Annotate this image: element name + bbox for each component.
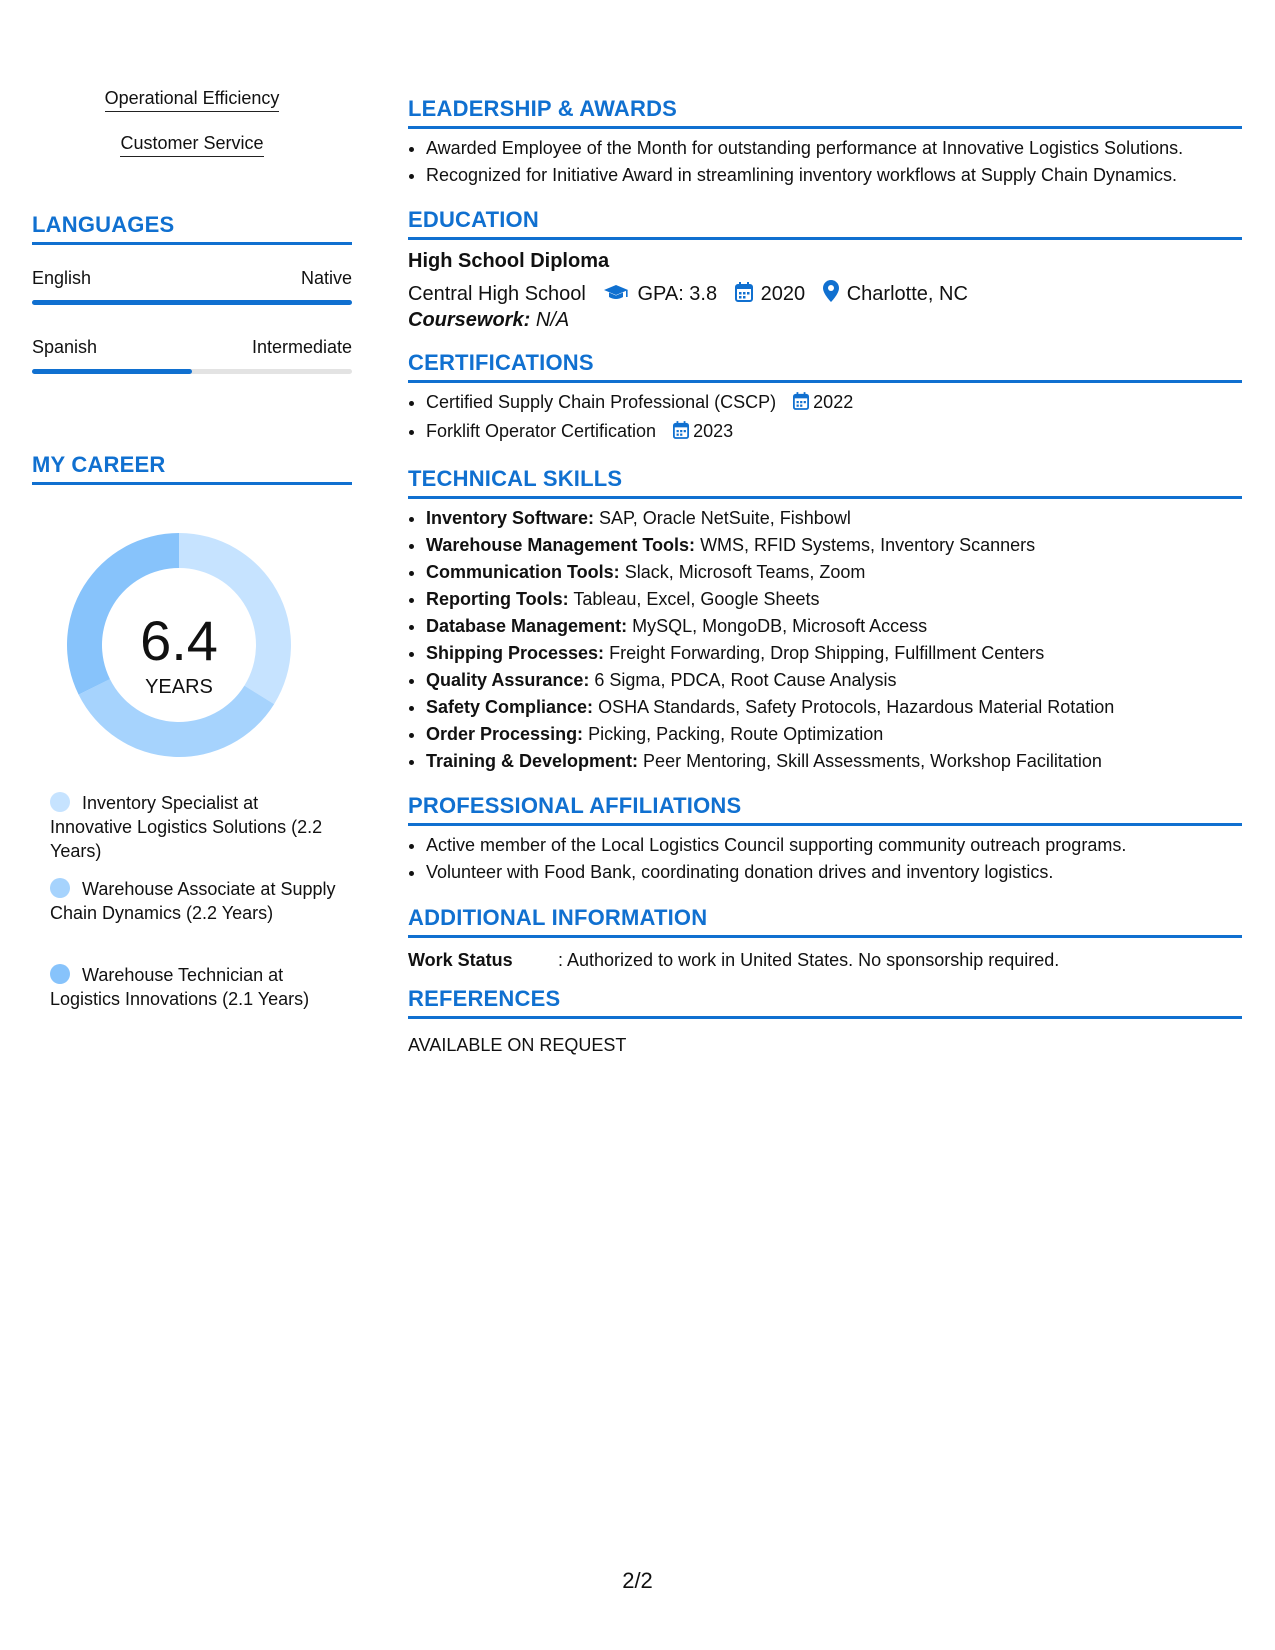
page-number: 2/2 xyxy=(622,1568,653,1593)
graduation-year: 2020 xyxy=(760,283,806,305)
work-status-row xyxy=(408,950,1059,971)
legend-dot xyxy=(50,792,70,812)
location-pin-icon xyxy=(823,280,839,308)
list-item: • Warehouse Management Tools: WMS, RFID Systems, Inventory Scanners xyxy=(426,532,1114,559)
certifications-list xyxy=(408,389,853,447)
list-item: • Inventory Software: SAP, Oracle NetSuite, Fishbowl xyxy=(426,505,1114,532)
school-location: Charlotte, NC xyxy=(846,283,968,305)
education-heading: EDUCATION xyxy=(408,207,539,232)
language-level: Native xyxy=(300,268,352,288)
language-bar-fill xyxy=(32,300,352,305)
language-name: Spanish xyxy=(32,337,98,357)
calendar-icon xyxy=(673,420,689,447)
calendar-icon xyxy=(793,391,809,418)
career-unit: YEARS xyxy=(145,676,213,698)
career-legend-item: Warehouse Associate at Supply Chain Dynamics (2.2 Years) xyxy=(50,879,336,923)
legend-dot xyxy=(50,878,70,898)
section-divider xyxy=(408,126,1242,129)
affiliations-list xyxy=(408,832,1126,886)
list-item: • Communication Tools: Slack, Microsoft Teams, Zoom xyxy=(426,559,1114,586)
leadership-heading: LEADERSHIP & AWARDS xyxy=(408,96,678,121)
list-item: • Recognized for Initiative Award in streamlining inventory workflows at Supply Chain Dynamics. xyxy=(426,162,1183,189)
career-total: 6.4 xyxy=(140,609,218,672)
certifications-heading: CERTIFICATIONS xyxy=(408,350,594,375)
list-item: • Awarded Employee of the Month for outstanding performance at Innovative Logistics Solutions. xyxy=(426,135,1183,162)
skill-tag: Customer Service xyxy=(32,133,352,154)
references-text: AVAILABLE ON REQUEST xyxy=(408,1035,627,1055)
section-divider xyxy=(408,496,1242,499)
language-bar xyxy=(32,369,352,374)
list-item: • Reporting Tools: Tableau, Excel, Google Sheets xyxy=(426,586,1114,613)
language-name: English xyxy=(32,268,92,288)
skill-tag: Operational Efficiency xyxy=(32,88,352,109)
career-legend-item: Warehouse Technician at Logistics Innovations (2.1 Years) xyxy=(50,965,310,1009)
career-heading: MY CAREER xyxy=(32,452,166,477)
languages-heading: LANGUAGES xyxy=(32,212,175,237)
section-divider xyxy=(32,482,352,485)
language-bar xyxy=(32,300,352,305)
list-item: • Shipping Processes: Freight Forwarding, Drop Shipping, Fulfillment Centers xyxy=(426,640,1114,667)
career-legend-item: Inventory Specialist at Innovative Logistics Solutions (2.2 Years) xyxy=(50,793,323,861)
technical-skills-list xyxy=(408,505,1114,775)
leadership-list xyxy=(408,135,1183,189)
degree: High School Diploma xyxy=(408,250,610,272)
references-heading: REFERENCES xyxy=(408,986,561,1011)
list-item: • Certified Supply Chain Professional (CSCP) 2022 xyxy=(426,389,853,418)
work-status-value: : Authorized to work in United States. No sponsorship required. xyxy=(558,950,1060,970)
section-divider xyxy=(408,1016,1242,1019)
affiliations-heading: PROFESSIONAL AFFILIATIONS xyxy=(408,793,742,818)
list-item: • Safety Compliance: OSHA Standards, Safety Protocols, Hazardous Material Rotation xyxy=(426,694,1114,721)
coursework: Coursework: N/A xyxy=(408,309,570,331)
graduation-cap-icon xyxy=(603,284,629,308)
education-meta xyxy=(408,280,968,308)
technical-skills-heading: TECHNICAL SKILLS xyxy=(408,466,623,491)
language-level: Intermediate xyxy=(251,337,352,357)
calendar-icon xyxy=(735,282,753,308)
section-divider xyxy=(32,242,352,245)
additional-info-heading: ADDITIONAL INFORMATION xyxy=(408,905,708,930)
school-name: Central High School xyxy=(408,283,586,305)
list-item: • Quality Assurance: 6 Sigma, PDCA, Root Cause Analysis xyxy=(426,667,1114,694)
career-donut-chart xyxy=(64,530,294,760)
section-divider xyxy=(408,237,1242,240)
language-bar-fill xyxy=(32,369,192,374)
section-divider xyxy=(408,935,1242,938)
section-divider xyxy=(408,823,1242,826)
list-item: • Active member of the Local Logistics Council supporting community outreach programs. xyxy=(426,832,1126,859)
list-item: • Training & Development: Peer Mentoring, Skill Assessments, Workshop Facilitation xyxy=(426,748,1114,775)
legend-dot xyxy=(50,964,70,984)
list-item: • Volunteer with Food Bank, coordinating donation drives and inventory logistics. xyxy=(426,859,1126,886)
section-divider xyxy=(408,380,1242,383)
list-item: • Forklift Operator Certification 2023 xyxy=(426,418,853,447)
gpa: GPA: 3.8 xyxy=(637,283,718,305)
list-item: • Database Management: MySQL, MongoDB, Microsoft Access xyxy=(426,613,1114,640)
list-item: • Order Processing: Picking, Packing, Route Optimization xyxy=(426,721,1114,748)
work-status-label: Work Status xyxy=(408,950,513,970)
